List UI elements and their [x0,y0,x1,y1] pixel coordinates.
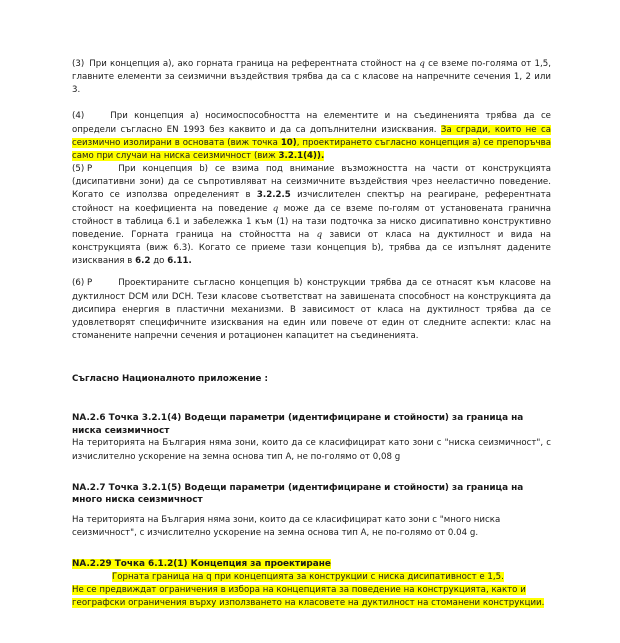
na-2-7-body: На територията на България няма зони, които да се класифицират като зони с "много ниска сеизмичност", с изчислително ускорение на земна основа тип А, не по-голямо от 0.04 g. [72,514,501,539]
clause-5p-text-part-2: изчислителен спектър на реагиране, референтната стойност на коефициента на поведение [72,190,551,214]
clause-3-paragraph [72,58,551,97]
clause-4-paragraph [72,110,551,163]
clause-5p-text-part-1: При концепция b) се взима под внимание възможността на части от конструкцията (дисипативни зони) да се съпротивляват на сеизмичните въздействия чрез нееластично поведение. Когато се използва определеният в [72,164,551,201]
clause-6p-text-plain: Проектираните съгласно концепция b) конструкции трябва да се отнасят към класове на дуктилност DCM или DCH. Тези класове съответстват на завишената способност на конструкцията да дисипира енергия в пластични механизми. В зависимост от класа на дуктилност трябва да се удовлетворят специфичните изисквания на един или повече от един от следните аспекти: клас на стоманените напречни сечения и ротационен капацитет на съединенията. [72,278,551,341]
na-2-29-body [72,571,551,611]
clause-5p-q-symbol-1: q [272,203,279,214]
clause-4-highlight-2: , проектирането съгласно концепция а) се препоръчва само при случаи на ниска сеизмичност (виж [72,137,551,161]
clause-3-text-part-2: се вземе по-голяма от 1,5, главните елементи за сеизмични въздействия трябва да са с класове на напречните сечения 1, 2 или 3. [72,59,551,96]
clause-6p-marker: (6) P [72,278,93,289]
na-2-29-heading [72,558,551,571]
clause-3-marker: (3) [72,59,85,69]
clause-5p-q-symbol-2: q [316,229,323,240]
clause-4-highlight-bold-1: 10) [280,137,297,148]
na-2-29-body-line-1: Горната граница на q при концепцията за конструкции с ниска дисипативност е 1,5. [112,571,504,582]
clause-4-marker: (4) [72,111,85,122]
clause-5p-text-part-5: до [150,256,168,267]
clause-5p-paragraph [72,163,551,268]
clause-5p-text-part-4: зависи от класа на дуктилност и вида на конструкцията (виж 6.3). Когато се приеме тази концепция b), трябва да се изпълнят дадените изисквания в [72,229,552,267]
clause-3-q-symbol: q [419,59,425,69]
clause-5p-text-part-3: може да се вземе по-голям от установената гранична стойност в таблица 6.1 и забележка 1 към (1) на тази подточка за ниско дисипативно конструктивно поведение. Горната граница на стойността на [72,203,552,240]
clause-4-highlight-1: За сгради, които не са сеизмично изолирани в основата (виж точка [72,124,552,148]
na-2-29-heading-text: NA.2.29 Точка 6.1.2(1) Концепция за проектиране [72,559,331,570]
na-2-6-body: На територията на България няма зони, които да се класифицират като зони с "ниска сеизмичност", с изчислително ускорение на земна основа тип А, не по-голямо от 0,08 g [72,438,551,462]
na-2-6-heading: NA.2.6 Точка 3.2.1(4) Водещи параметри (идентифициране и стойности) за граница на ниска сеизмичност [72,413,524,436]
clause-5p-marker: (5) P [72,164,93,175]
clause-4-highlight-bold-2: 3.2.1(4)). [278,150,325,161]
national-annex-intro: Съгласно Националното приложение : [72,374,269,385]
clause-5p-ref-6-11: 6.11. [167,256,192,267]
na-2-29-body-line-2: Не се предвиждат ограничения в избора на концепцията за поведение на конструкцията, както и географски ограничения върху използването на класовете на дуктилност на стоманени конструкции. [72,585,545,609]
clause-4-text-plain: При концепция а) носимоспособността на елементите и на съединенията трябва да се определи съгласно EN 1993 без каквито и да са допълнителни изисквания. [72,111,551,135]
clause-6p-paragraph [72,277,551,343]
na-2-7-heading: NA.2.7 Точка 3.2.1(5) Водещи параметри (идентифициране и стойности) за граница на много ниска сеизмичност [72,482,524,506]
clause-3-text-part-1: При концепция а), ако горната граница на референтната стойност на [89,59,420,69]
clause-5p-ref-3-2-2-5: 3.2.2.5 [256,190,291,201]
document-body [72,58,551,611]
clause-5p-ref-6-2: 6.2 [135,256,151,267]
